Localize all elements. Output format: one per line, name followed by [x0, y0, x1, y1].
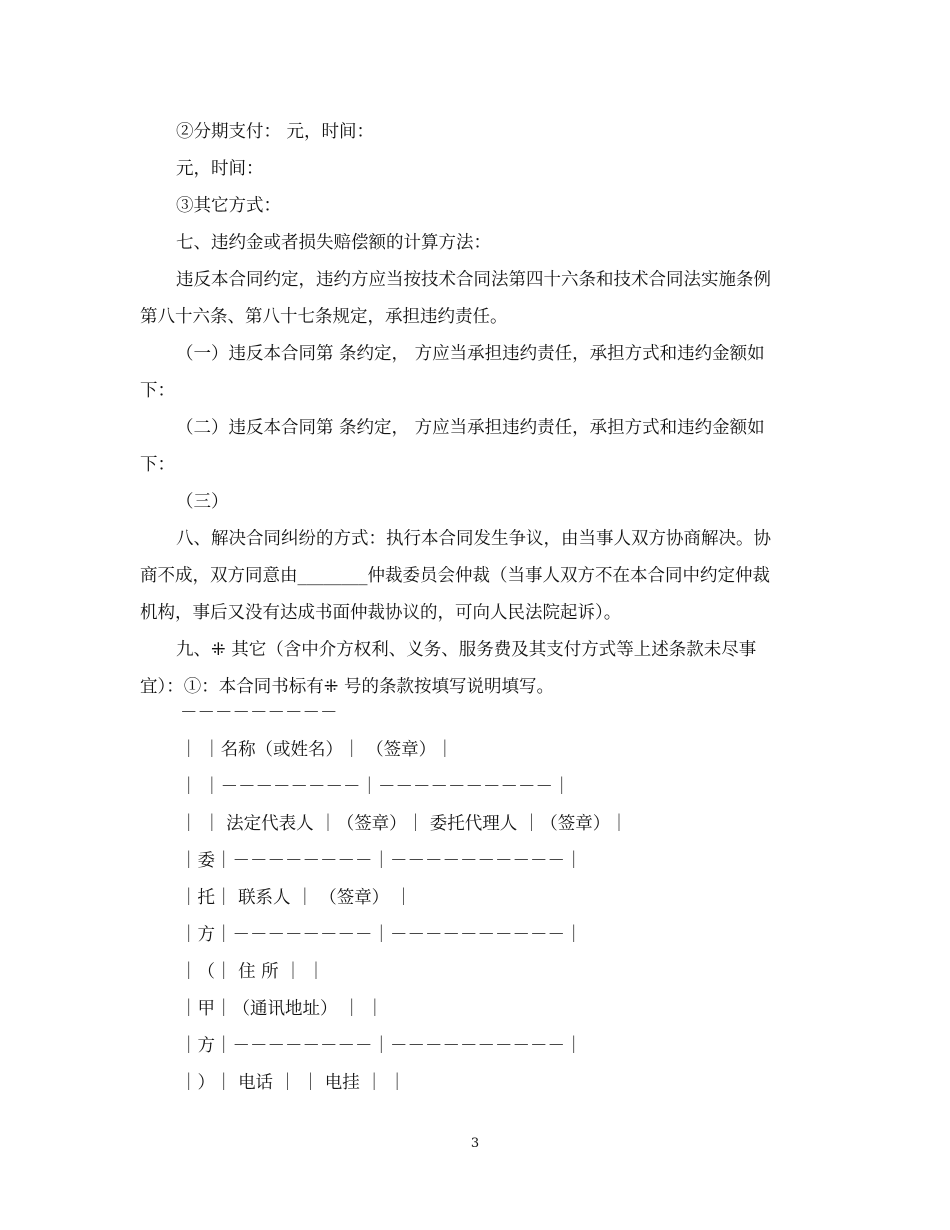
amount-time-line: 元，时间： [176, 159, 264, 179]
clause-1-line: （一）违反本合同第 条约定， 方应当承担违约责任，承担方式和违约金额如 [176, 344, 765, 364]
form-row-mailing-address: ｜甲｜（通讯地址） ｜ ｜ [180, 999, 384, 1019]
paragraph-line: 违反本合同约定，违约方应当按技术合同法第四十六条和技术合同法实施条例 [176, 270, 771, 290]
form-row-rule: ｜方｜－－－－－－－－｜－－－－－－－－－－｜ [180, 1036, 583, 1056]
form-row-address: ｜（｜ 住 所 ｜ ｜ [180, 962, 325, 982]
paragraph-line: 商不成，双方同意由________仲裁委员会仲裁（当事人双方不在本合同中约定仲裁 [140, 566, 770, 586]
page-number: 3 [470, 1136, 480, 1151]
paragraph-line: 下： [140, 381, 175, 401]
form-row-representative: ｜ ｜ 法定代表人 ｜（签章）｜ 委托代理人 ｜（签章）｜ [180, 814, 628, 834]
form-row-rule: ｜委｜－－－－－－－－｜－－－－－－－－－－｜ [180, 851, 583, 871]
form-row-rule: ｜ ｜－－－－－－－－｜－－－－－－－－－－｜ [180, 777, 571, 797]
clause-2-line: （二）违反本合同第 条约定， 方应当承担违约责任，承担方式和违约金额如 [176, 418, 765, 438]
section-7-heading: 七、违约金或者损失赔偿额的计算方法： [176, 233, 491, 253]
form-row-name: ｜ ｜名称（或姓名）｜ （签章）｜ [180, 740, 454, 760]
installment-payment-line: ②分期支付： 元，时间： [176, 122, 375, 142]
form-top-rule: －－－－－－－－－ [180, 703, 338, 723]
paragraph-line: 机构，事后又没有达成书面仲裁协议的，可向人民法院起诉）。 [140, 603, 622, 623]
paragraph-line: 第八十六条、第八十七条规定，承担违约责任。 [140, 307, 508, 327]
paragraph-line: 宜）：①：本合同书标有⁜ 号的条款按填写说明填写。 [140, 677, 554, 697]
form-row-phone: ｜）｜ 电话 ｜ ｜ 电挂 ｜ ｜ [180, 1073, 406, 1093]
clause-3-line: （三） [176, 492, 229, 512]
paragraph-line: 下： [140, 455, 175, 475]
section-8-heading: 八、解决合同纠纷的方式：执行本合同发生争议，由当事人双方协商解决。协 [176, 529, 771, 549]
other-method-line: ③其它方式： [176, 196, 281, 216]
form-row-rule: ｜方｜－－－－－－－－｜－－－－－－－－－－｜ [180, 925, 583, 945]
section-9-heading: 九、⁜ 其它（含中介方权利、义务、服务费及其支付方式等上述条款未尽事 [176, 640, 757, 660]
form-row-contact: ｜托｜ 联系人 ｜ （签章） ｜ [180, 888, 413, 908]
